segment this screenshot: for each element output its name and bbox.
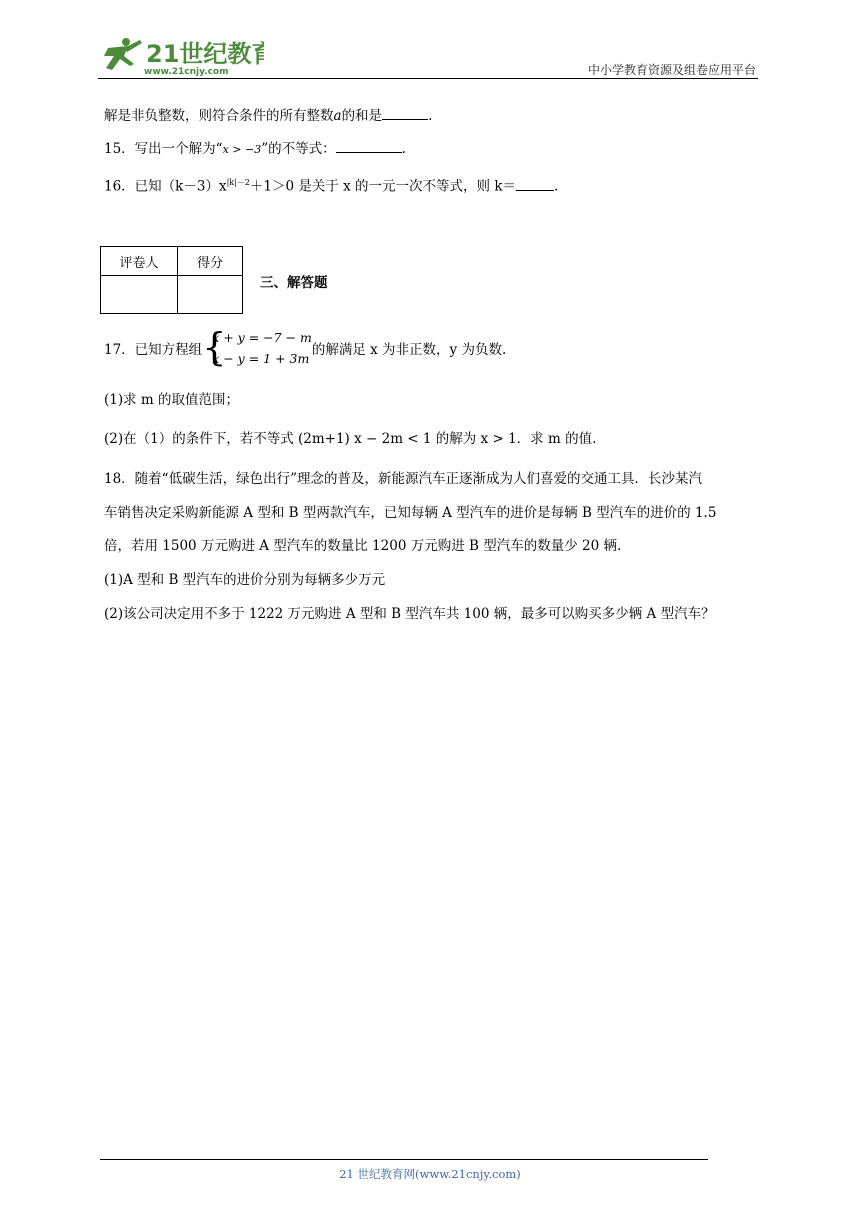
score-cell[interactable]: [178, 276, 243, 314]
q15-condition: x > −3: [222, 143, 262, 156]
q16-text-pre: 16．已知（k－3）x: [104, 178, 227, 195]
q15-text-pre: 15．写出一个解为“: [104, 141, 223, 157]
footer-link[interactable]: 21 世纪教育网(www.21cnjy.com): [339, 1167, 521, 1181]
q17-text-post: 的解满足 x 为非正数，y 为负数.: [311, 342, 507, 358]
answer-blank[interactable]: [516, 178, 554, 191]
header-divider: [98, 78, 758, 79]
question-18-line-3: 倍，若用 1500 万元购进 A 型汽车的数量比 1200 万元购进 B 型汽车的数量少 20 辆.: [104, 538, 622, 554]
equation-1: x + y = −7 − m: [212, 330, 312, 345]
q16-exponent: |k|－2: [226, 178, 250, 187]
question-18-part-2: (2)该公司决定用不多于 1222 万元购进 A 型和 B 型汽车共 100 辆，最多可以购买多少辆 A 型汽车？: [104, 606, 715, 622]
q15-end: .: [401, 141, 406, 157]
score-header: 得分: [178, 247, 243, 276]
question-17: [104, 327, 506, 369]
question-15: [104, 139, 406, 160]
question-14-tail: [104, 106, 432, 126]
q16-end: .: [554, 178, 559, 195]
q14-end: .: [428, 108, 433, 124]
question-17-part-2: (2)在（1）的条件下，若不等式 (2m+1) x − 2m < 1 的解为 x > 1．求 m 的值.: [104, 431, 597, 447]
q14-text-post: 的和是: [341, 108, 383, 124]
logo-text: 21世纪教育: [146, 40, 264, 68]
score-table: [100, 246, 243, 314]
q17-text-pre: 17．已知方程组: [104, 342, 203, 358]
footer-divider: [100, 1159, 708, 1160]
question-16: [104, 173, 558, 197]
question-17-part-1: (1)求 m 的取值范围；: [104, 392, 240, 408]
site-logo: [94, 34, 264, 78]
brace-icon: {: [202, 325, 227, 369]
question-18-line-2: 车销售决定采购新能源 A 型和 B 型两款汽车，已知每辆 A 型汽车的进价是每辆 B 型汽车的进价的 1.5: [104, 505, 717, 521]
grader-header: 评卷人: [101, 247, 178, 276]
answer-blank[interactable]: [336, 140, 402, 153]
equation-2: x − y = 1 + 3m: [212, 351, 310, 366]
q14-var: a: [333, 108, 342, 124]
q15-text-post: ”的不等式：: [261, 141, 336, 157]
site-tagline: 中小学教育资源及组卷应用平台: [587, 63, 756, 77]
q14-text-pre: 解是非负整数，则符合条件的所有整数: [104, 108, 334, 124]
logo-url: www.21cnjy.com: [144, 67, 229, 77]
question-18-line-1: 18．随着“低碳生活，绿色出行”理念的普及，新能源汽车正逐渐成为人们喜爱的交通工具．长沙某汽: [104, 471, 702, 487]
question-18-part-1: (1)A 型和 B 型汽车的进价分别为每辆多少万元: [104, 572, 386, 588]
equation-system: [202, 327, 312, 369]
grader-cell[interactable]: [101, 276, 178, 314]
answer-blank[interactable]: [382, 107, 428, 120]
q16-text-mid: ＋1＞0 是关于 x 的一元一次不等式，则 k＝: [249, 178, 517, 195]
section-title: 三、解答题: [260, 275, 328, 291]
